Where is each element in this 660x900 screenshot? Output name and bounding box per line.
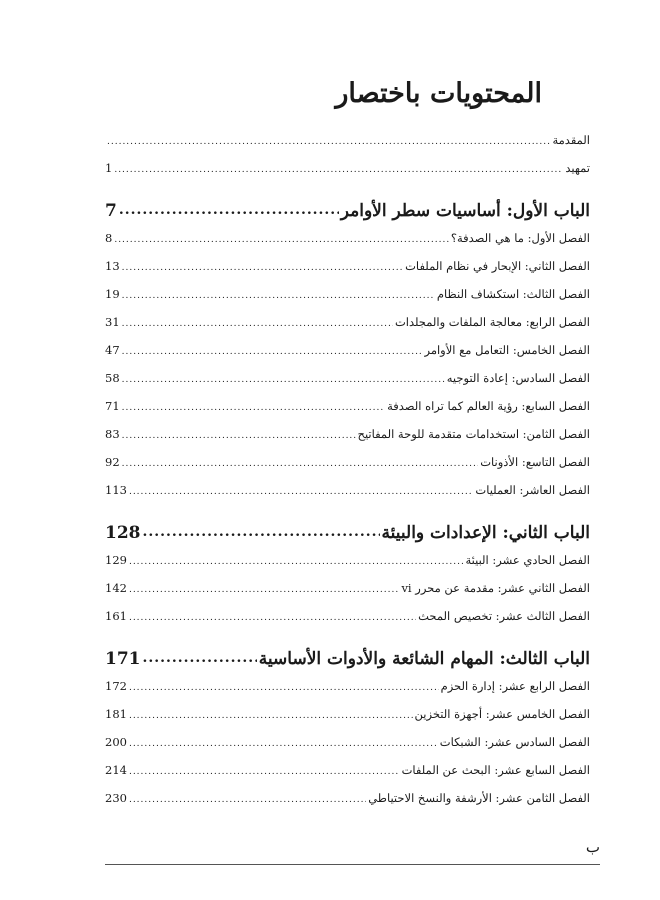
toc-entry-page: 19 [105, 287, 120, 301]
toc-dot-leader [129, 586, 399, 596]
toc-entry-title: الفصل الحادي عشر: البيئة [465, 553, 590, 567]
toc-entry-title: الفصل الخامس عشر: أجهزة التخزين [414, 707, 590, 721]
toc-chapter-entry [105, 679, 590, 706]
toc-dot-leader [122, 376, 445, 386]
toc-dot-leader [129, 768, 400, 778]
toc-entry-page: 47 [105, 343, 120, 357]
toc-chapter-entry [105, 763, 590, 790]
toc-chapter-entry [105, 427, 590, 454]
toc-entry-title: الباب الأول: أساسيات سطر الأوامر [340, 201, 590, 221]
toc-dot-leader [143, 525, 380, 542]
toc-chapter-entry [105, 553, 590, 580]
toc-dot-leader [129, 614, 416, 624]
toc-entry-page: 58 [105, 371, 120, 385]
toc-chapter-entry [105, 315, 590, 342]
toc-chapter-entry [105, 161, 590, 188]
toc-chapter-entry [105, 791, 590, 818]
toc-chapter-entry [105, 259, 590, 286]
toc-entry-title: الفصل الثامن: استخدامات متقدمة للوحة المفاتيح [357, 427, 590, 441]
footer-rule [105, 864, 600, 865]
toc-entry-title: الفصل الثاني: الإبحار في نظام الملفات [405, 259, 590, 273]
toc-dot-leader [122, 460, 479, 470]
toc-entry-page: 129 [105, 553, 127, 567]
toc-entry-title: الفصل السادس: إعادة التوجيه [446, 371, 590, 385]
toc-dot-leader [143, 651, 257, 668]
toc-entry-title: تمهيد [565, 161, 590, 175]
toc-part-heading [105, 192, 590, 230]
toc-dot-leader [122, 348, 423, 358]
toc-entry-page: 142 [105, 581, 127, 595]
toc-entry-title: الفصل الرابع عشر: إدارة الحزم [440, 679, 590, 693]
toc-dot-leader [122, 264, 403, 274]
toc-entry-page: 71 [105, 399, 120, 413]
toc-entry-page: 92 [105, 455, 120, 469]
toc-entry-title: الفصل السادس عشر: الشبكات [439, 735, 590, 749]
toc-entry-page: 128 [105, 523, 141, 543]
toc-dot-leader [129, 740, 438, 750]
toc-dot-leader [114, 236, 449, 246]
toc-dot-leader [122, 432, 356, 442]
toc-entry-page: 181 [105, 707, 127, 721]
toc-dot-leader [129, 488, 473, 498]
page-number: ب [585, 838, 600, 856]
toc-entry-page: 13 [105, 259, 120, 273]
toc-chapter-entry [105, 343, 590, 370]
table-of-contents [105, 132, 590, 818]
toc-entry-title: الفصل الأول: ما هي الصدفة؟ [450, 231, 590, 245]
toc-entry-title: الفصل الثالث: استكشاف النظام [436, 287, 590, 301]
toc-entry-page: 7 [105, 201, 117, 221]
toc-chapter-entry [105, 231, 590, 258]
toc-entry-title: المقدمة [552, 133, 590, 147]
toc-entry-title: الباب الثالث: المهام الشائعة والأدوات الأساسية [258, 649, 590, 669]
toc-entry-page: 8 [105, 231, 113, 245]
toc-dot-leader [129, 558, 464, 568]
toc-dot-leader [107, 138, 550, 148]
toc-entry-title: الفصل التاسع: الأذونات [480, 455, 590, 469]
toc-entry-page: 200 [105, 735, 127, 749]
toc-dot-leader [122, 320, 393, 330]
toc-chapter-entry [105, 609, 590, 636]
toc-entry-title: الفصل الرابع: معالجة الملفات والمجلدات [394, 315, 590, 329]
toc-dot-leader [122, 404, 385, 414]
toc-entry-page: 230 [105, 791, 127, 805]
toc-chapter-entry [105, 133, 590, 160]
toc-entry-title: الفصل الثالث عشر: تخصيص المحث [418, 609, 590, 623]
toc-entry-page: 161 [105, 609, 127, 623]
toc-dot-leader [129, 712, 413, 722]
toc-chapter-entry [105, 371, 590, 398]
toc-entry-page: 113 [105, 483, 127, 497]
toc-entry-title: الفصل السابع: رؤية العالم كما تراه الصدفة [387, 399, 590, 413]
toc-entry-title: الفصل العاشر: العمليات [475, 483, 590, 497]
toc-dot-leader [122, 292, 435, 302]
toc-chapter-entry [105, 735, 590, 762]
toc-dot-leader [129, 796, 366, 806]
toc-part-heading [105, 514, 590, 552]
toc-chapter-entry [105, 399, 590, 426]
toc-entry-page: 172 [105, 679, 127, 693]
toc-entry-title: الفصل الثامن عشر: الأرشفة والنسخ الاحتياطي [368, 791, 590, 805]
toc-dot-leader [129, 684, 439, 694]
toc-entry-title: الفصل الخامس: التعامل مع الأوامر [424, 343, 590, 357]
toc-chapter-entry [105, 483, 590, 510]
toc-entry-page: 31 [105, 315, 120, 329]
toc-entry-title: الباب الثاني: الإعدادات والبيئة [381, 523, 590, 543]
toc-part-heading [105, 640, 590, 678]
toc-chapter-entry [105, 455, 590, 482]
toc-dot-leader [114, 166, 563, 176]
toc-entry-page: 214 [105, 763, 127, 777]
toc-entry-page: 1 [105, 161, 113, 175]
toc-entry-page: 171 [105, 649, 141, 669]
toc-chapter-entry [105, 287, 590, 314]
page-title: المحتويات باختصار [335, 78, 542, 109]
toc-entry-title: الفصل السابع عشر: البحث عن الملفات [401, 763, 590, 777]
toc-chapter-entry [105, 707, 590, 734]
toc-dot-leader [119, 203, 339, 220]
toc-entry-page: 83 [105, 427, 120, 441]
toc-chapter-entry [105, 581, 590, 608]
toc-entry-title: الفصل الثاني عشر: مقدمة عن محرر vi [401, 581, 590, 595]
